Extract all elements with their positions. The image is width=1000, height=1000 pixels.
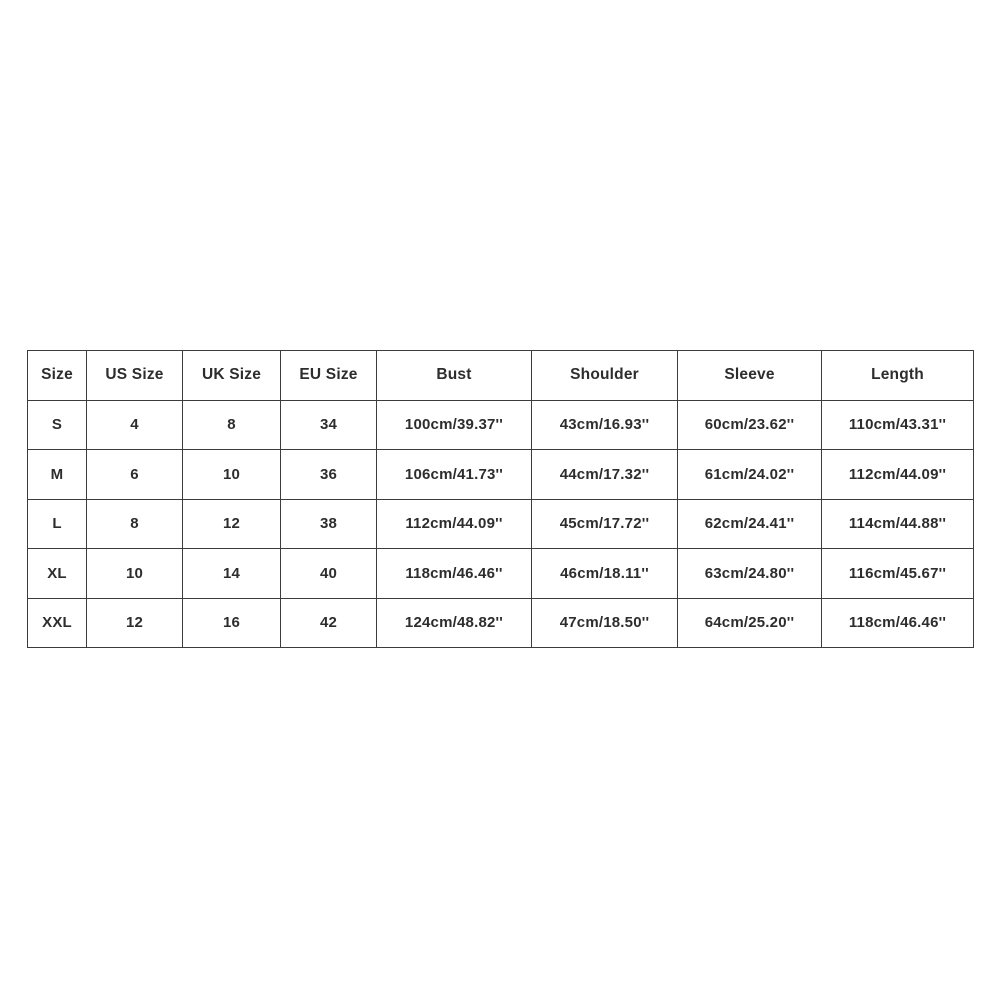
table-row-l: [28, 499, 974, 549]
table-cell: 64cm/25.20'': [678, 598, 822, 648]
table-cell: S: [28, 400, 87, 450]
table-row-xxl: [28, 598, 974, 648]
column-header-us-size: US Size: [87, 351, 183, 401]
table-cell: 60cm/23.62'': [678, 400, 822, 450]
table-cell: 40: [281, 549, 377, 599]
table-cell: L: [28, 499, 87, 549]
column-header-uk-size: UK Size: [183, 351, 281, 401]
table-cell: 116cm/45.67'': [822, 549, 974, 599]
table-cell: 112cm/44.09'': [822, 450, 974, 500]
column-header-shoulder: Shoulder: [532, 351, 678, 401]
table-cell: 10: [183, 450, 281, 500]
table-cell: 4: [87, 400, 183, 450]
table-cell: 118cm/46.46'': [822, 598, 974, 648]
table-cell: 12: [87, 598, 183, 648]
table-row-m: [28, 450, 974, 500]
column-header-bust: Bust: [377, 351, 532, 401]
table-row-s: [28, 400, 974, 450]
table-row-xl: [28, 549, 974, 599]
size-chart-body: [28, 400, 974, 648]
size-chart-header-row: [28, 351, 974, 401]
table-cell: 112cm/44.09'': [377, 499, 532, 549]
table-cell: 118cm/46.46'': [377, 549, 532, 599]
table-cell: 10: [87, 549, 183, 599]
table-cell: 46cm/18.11'': [532, 549, 678, 599]
column-header-length: Length: [822, 351, 974, 401]
table-cell: 100cm/39.37'': [377, 400, 532, 450]
table-cell: 114cm/44.88'': [822, 499, 974, 549]
table-cell: 43cm/16.93'': [532, 400, 678, 450]
table-cell: 62cm/24.41'': [678, 499, 822, 549]
table-cell: 8: [87, 499, 183, 549]
table-cell: 34: [281, 400, 377, 450]
table-cell: M: [28, 450, 87, 500]
table-cell: 45cm/17.72'': [532, 499, 678, 549]
table-cell: 110cm/43.31'': [822, 400, 974, 450]
table-cell: 42: [281, 598, 377, 648]
table-cell: XXL: [28, 598, 87, 648]
table-cell: 63cm/24.80'': [678, 549, 822, 599]
table-cell: 36: [281, 450, 377, 500]
column-header-size: Size: [28, 351, 87, 401]
size-chart-table: [27, 350, 974, 648]
table-cell: 38: [281, 499, 377, 549]
table-cell: 6: [87, 450, 183, 500]
table-cell: 44cm/17.32'': [532, 450, 678, 500]
table-cell: XL: [28, 549, 87, 599]
table-cell: 12: [183, 499, 281, 549]
table-cell: 47cm/18.50'': [532, 598, 678, 648]
table-cell: 8: [183, 400, 281, 450]
column-header-sleeve: Sleeve: [678, 351, 822, 401]
column-header-eu-size: EU Size: [281, 351, 377, 401]
table-cell: 14: [183, 549, 281, 599]
table-cell: 61cm/24.02'': [678, 450, 822, 500]
table-cell: 106cm/41.73'': [377, 450, 532, 500]
table-cell: 16: [183, 598, 281, 648]
table-cell: 124cm/48.82'': [377, 598, 532, 648]
